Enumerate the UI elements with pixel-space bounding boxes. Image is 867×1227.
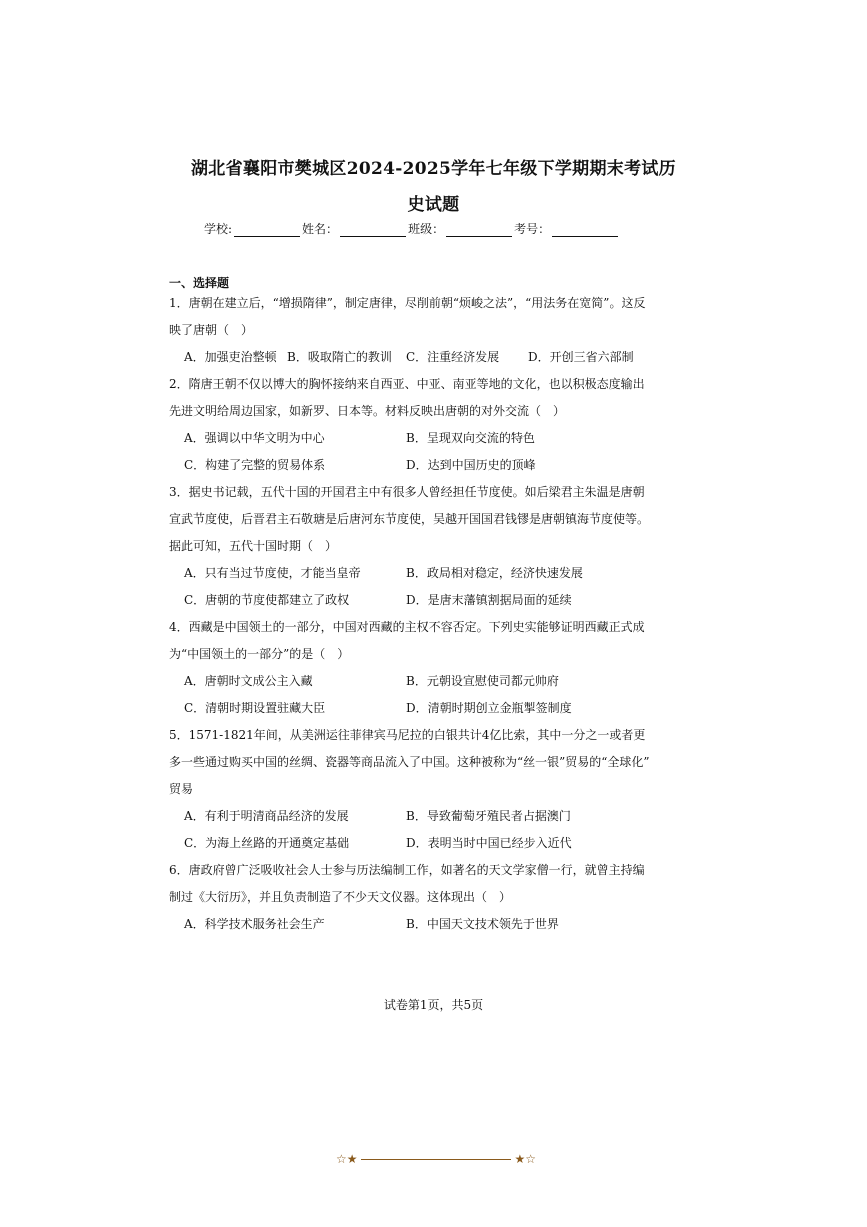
question-4-option-a: A．唐朝时文成公主入藏 (184, 674, 313, 688)
question-5-option-d: D．表明当时中国已经步入近代 (406, 836, 572, 850)
exam-number-label: 考号： (514, 222, 551, 236)
school-blank (234, 224, 300, 237)
name-blank (340, 224, 406, 237)
question-2-option-d: D．达到中国历史的顶峰 (406, 458, 536, 472)
question-3-line-3: 据此可知，五代十国时期（ ） (169, 539, 338, 553)
name-label: 姓名： (302, 222, 339, 236)
question-5-option-b: B．导致葡萄牙殖民者占据澳门 (406, 809, 571, 823)
exam-title-line-2: 史试题 (407, 195, 460, 215)
question-3-option-d: D．是唐末藩镇割据局面的延续 (406, 593, 572, 607)
question-5-line-1: 5．1571-1821年间，从美洲运往菲律宾马尼拉的白银共计4亿比索，其中一分之一或者更 (169, 728, 646, 742)
question-5-line-3: 贸易 (169, 782, 194, 796)
left-stars-icon: ☆★ (336, 1152, 358, 1166)
decorative-divider (336, 1148, 536, 1170)
section-title: 一、选择题 (169, 276, 230, 290)
school-label: 学校: (204, 222, 233, 236)
question-5-option-a: A．有利于明清商品经济的发展 (184, 809, 349, 823)
question-4-option-d: D．清朝时期创立金瓶掣签制度 (406, 701, 572, 715)
question-6-option-a: A．科学技术服务社会生产 (184, 917, 325, 931)
student-info-line (204, 220, 620, 237)
question-3-line-2: 宣武节度使，后晋君主石敬瑭是后唐河东节度使，吴越开国国君钱镠是唐朝镇海节度使等。 (169, 512, 650, 526)
question-1-line-2: 映了唐朝（ ） (169, 323, 254, 337)
question-1-option-a: A．加强吏治整顿 (184, 350, 277, 364)
question-5-line-2: 多一些通过购买中国的丝绸、瓷器等商品流入了中国。这种被称为“丝一银”贸易的“全球化” (169, 755, 650, 769)
question-4-line-2: 为“中国领土的一部分”的是（ ） (169, 647, 350, 661)
exam-title-line-1: 湖北省襄阳市樊城区2024-2025学年七年级下学期期末考试历 (191, 159, 676, 179)
question-6-line-1: 6．唐政府曾广泛吸收社会人士参与历法编制工作，如著名的天文学家僧一行，就曾主持编 (169, 863, 645, 877)
question-2-option-c: C．构建了完整的贸易体系 (184, 458, 326, 472)
question-6-line-2: 制过《大衍历》，并且负责制造了不少天文仪器。这体现出（ ） (169, 890, 512, 904)
question-4-option-c: C．清朝时期设置驻藏大臣 (184, 701, 326, 715)
question-2-option-b: B．呈现双向交流的特色 (406, 431, 535, 445)
question-6-option-b: B．中国天文技术领先于世界 (406, 917, 559, 931)
question-4-line-1: 4．西藏是中国领土的一部分，中国对西藏的主权不容否定。下列史实能够证明西藏正式成 (169, 620, 645, 634)
class-blank (446, 224, 512, 237)
question-5-option-c: C．为海上丝路的开通奠定基础 (184, 836, 350, 850)
question-4-option-b: B．元朝设宣慰使司都元帅府 (406, 674, 559, 688)
question-2-line-1: 2．隋唐王朝不仅以博大的胸怀接纳来自西亚、中亚、南亚等地的文化，也以积极态度输出 (169, 377, 645, 391)
question-1-line-1: 1．唐朝在建立后，“增损隋律”，制定唐律，尽削前朝“烦峻之法”，“用法务在宽简”。这反 (169, 296, 646, 310)
question-3-line-1: 3．据史书记载，五代十国的开国君主中有很多人曾经担任节度使。如后梁君主朱温是唐朝 (169, 485, 645, 499)
right-stars-icon: ★☆ (514, 1152, 536, 1166)
question-2-line-2: 先进文明给周边国家，如新罗、日本等。材料反映出唐朝的对外交流（ ） (169, 404, 566, 418)
divider-rule (361, 1159, 512, 1160)
class-label: 班级： (408, 222, 445, 236)
question-3-option-c: C．唐朝的节度使都建立了政权 (184, 593, 350, 607)
question-1-option-c: C．注重经济发展 (406, 350, 500, 364)
exam-number-blank (552, 224, 618, 237)
question-2-option-a: A．强调以中华文明为中心 (184, 431, 325, 445)
question-1-option-d: D．开创三省六部制 (528, 350, 634, 364)
page-footer: 试卷第1页，共5页 (383, 998, 484, 1012)
question-3-option-a: A．只有当过节度使，才能当皇帝 (184, 566, 361, 580)
question-1-option-b: B．吸取隋亡的教训 (287, 350, 392, 364)
question-3-option-b: B．政局相对稳定，经济快速发展 (406, 566, 583, 580)
